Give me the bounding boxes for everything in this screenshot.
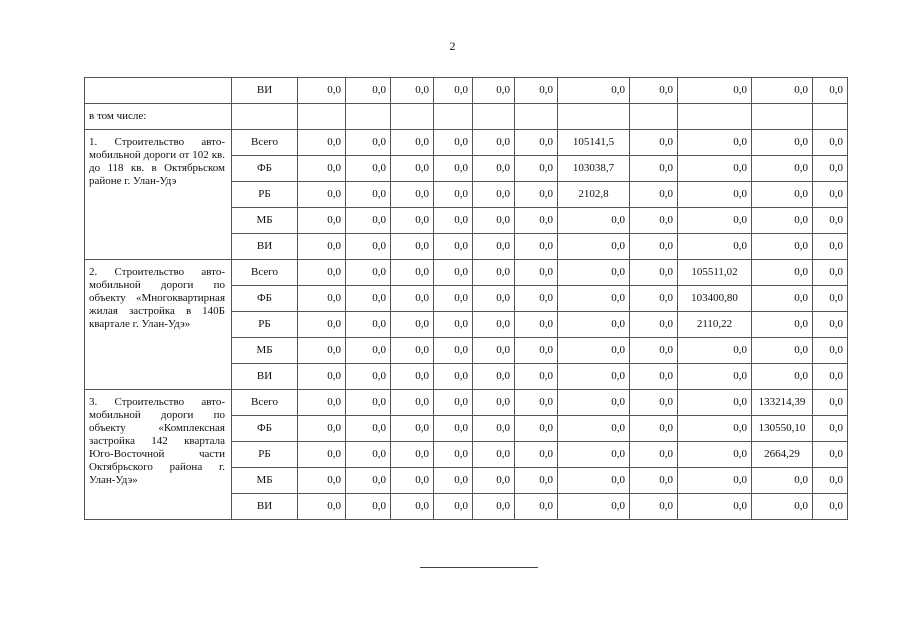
value-cell: 0,0 (813, 130, 848, 156)
value-cell: 0,0 (391, 234, 434, 260)
value-cell: 0,0 (752, 338, 813, 364)
value-cell: 0,0 (558, 208, 630, 234)
value-cell: 0,0 (346, 156, 391, 182)
page-number: 2 (449, 39, 456, 53)
empty-cell (752, 104, 813, 130)
value-cell: 0,0 (473, 78, 515, 104)
value-cell: 0,0 (752, 260, 813, 286)
value-cell: 0,0 (558, 234, 630, 260)
value-cell: 0,0 (473, 234, 515, 260)
value-cell: 0,0 (434, 182, 473, 208)
value-cell: 0,0 (346, 208, 391, 234)
value-cell: 0,0 (678, 234, 752, 260)
funding-source-cell: ФБ (232, 286, 298, 312)
value-cell: 0,0 (630, 208, 678, 234)
value-cell: 0,0 (813, 494, 848, 520)
value-cell: 2102,8 (558, 182, 630, 208)
value-cell: 0,0 (298, 364, 346, 390)
value-cell: 0,0 (298, 78, 346, 104)
empty-cell (434, 104, 473, 130)
value-cell: 0,0 (434, 312, 473, 338)
value-cell: 0,0 (678, 156, 752, 182)
value-cell: 0,0 (434, 390, 473, 416)
value-cell: 0,0 (391, 78, 434, 104)
value-cell: 0,0 (515, 156, 558, 182)
value-cell: 0,0 (630, 260, 678, 286)
project-title-cell: 1. Строительство автомобильной дороги от 102 кв. до 118 кв. в Октябрьском районе г. Улан-Удэ (85, 130, 232, 260)
value-cell: 0,0 (515, 260, 558, 286)
value-cell: 0,0 (346, 416, 391, 442)
value-cell: 0,0 (813, 260, 848, 286)
value-cell: 0,0 (515, 208, 558, 234)
value-cell: 0,0 (752, 286, 813, 312)
value-cell: 0,0 (434, 156, 473, 182)
table-row (85, 130, 848, 156)
budget-table (84, 77, 848, 520)
value-cell: 0,0 (558, 442, 630, 468)
value-cell: 0,0 (630, 182, 678, 208)
value-cell: 0,0 (473, 390, 515, 416)
funding-source-cell: Всего (232, 390, 298, 416)
value-cell: 0,0 (558, 468, 630, 494)
table-row-including (85, 104, 848, 130)
value-cell: 0,0 (678, 182, 752, 208)
value-cell: 0,0 (298, 286, 346, 312)
value-cell: 0,0 (298, 260, 346, 286)
value-cell: 0,0 (813, 78, 848, 104)
value-cell: 0,0 (434, 338, 473, 364)
table-body (85, 78, 848, 520)
value-cell: 0,0 (630, 416, 678, 442)
value-cell: 0,0 (752, 312, 813, 338)
value-cell: 0,0 (298, 338, 346, 364)
value-cell: 0,0 (346, 494, 391, 520)
value-cell: 0,0 (630, 234, 678, 260)
value-cell: 0,0 (515, 234, 558, 260)
value-cell: 0,0 (678, 130, 752, 156)
value-cell: 0,0 (558, 78, 630, 104)
value-cell: 0,0 (298, 416, 346, 442)
including-label: в том числе: (85, 104, 232, 130)
funding-source-cell: МБ (232, 338, 298, 364)
value-cell: 0,0 (515, 390, 558, 416)
value-cell: 0,0 (298, 234, 346, 260)
value-cell: 0,0 (391, 130, 434, 156)
value-cell: 0,0 (515, 182, 558, 208)
value-cell: 0,0 (813, 312, 848, 338)
value-cell: 0,0 (473, 156, 515, 182)
value-cell: 0,0 (298, 442, 346, 468)
value-cell: 0,0 (630, 130, 678, 156)
value-cell: 0,0 (346, 364, 391, 390)
empty-cell (473, 104, 515, 130)
value-cell: 0,0 (346, 260, 391, 286)
value-cell: 0,0 (515, 442, 558, 468)
value-cell: 0,0 (473, 416, 515, 442)
value-cell: 0,0 (813, 156, 848, 182)
value-cell: 0,0 (298, 208, 346, 234)
funding-source-cell: МБ (232, 208, 298, 234)
value-cell: 0,0 (558, 364, 630, 390)
value-cell: 0,0 (678, 338, 752, 364)
value-cell: 0,0 (346, 78, 391, 104)
empty-cell (85, 78, 232, 104)
funding-source-cell: ВИ (232, 364, 298, 390)
value-cell: 0,0 (558, 390, 630, 416)
value-cell: 0,0 (391, 182, 434, 208)
project-title-cell: 2. Строительство автомобильной дороги по объекту «Многоквартирная жилая застройка в 140Б квартале г. Улан-Удэ» (85, 260, 232, 390)
value-cell: 0,0 (391, 260, 434, 286)
value-cell: 0,0 (558, 494, 630, 520)
value-cell: 0,0 (630, 286, 678, 312)
value-cell: 133214,39 (752, 390, 813, 416)
value-cell: 0,0 (298, 468, 346, 494)
value-cell: 0,0 (678, 468, 752, 494)
value-cell: 0,0 (391, 364, 434, 390)
value-cell: 0,0 (434, 130, 473, 156)
value-cell: 0,0 (752, 234, 813, 260)
value-cell: 0,0 (298, 312, 346, 338)
value-cell: 0,0 (346, 234, 391, 260)
value-cell: 0,0 (558, 338, 630, 364)
value-cell: 0,0 (752, 130, 813, 156)
value-cell: 0,0 (630, 494, 678, 520)
value-cell: 0,0 (391, 286, 434, 312)
footer-rule (420, 567, 538, 568)
value-cell: 0,0 (678, 364, 752, 390)
value-cell: 0,0 (752, 156, 813, 182)
value-cell: 0,0 (515, 338, 558, 364)
value-cell: 0,0 (391, 416, 434, 442)
empty-cell (515, 104, 558, 130)
empty-cell (232, 104, 298, 130)
value-cell: 0,0 (678, 390, 752, 416)
value-cell: 0,0 (558, 260, 630, 286)
table-row (85, 390, 848, 416)
value-cell: 0,0 (678, 494, 752, 520)
value-cell: 0,0 (678, 78, 752, 104)
value-cell: 105511,02 (678, 260, 752, 286)
value-cell: 0,0 (752, 468, 813, 494)
value-cell: 0,0 (813, 364, 848, 390)
value-cell: 0,0 (346, 286, 391, 312)
funding-source-cell: ФБ (232, 416, 298, 442)
value-cell: 0,0 (434, 494, 473, 520)
value-cell: 0,0 (558, 286, 630, 312)
value-cell: 0,0 (346, 390, 391, 416)
value-cell: 0,0 (434, 416, 473, 442)
empty-cell (813, 104, 848, 130)
value-cell: 0,0 (813, 416, 848, 442)
value-cell: 2110,22 (678, 312, 752, 338)
value-cell: 0,0 (391, 494, 434, 520)
value-cell: 0,0 (473, 260, 515, 286)
value-cell: 0,0 (298, 494, 346, 520)
value-cell: 0,0 (391, 390, 434, 416)
value-cell: 0,0 (630, 312, 678, 338)
value-cell: 0,0 (515, 364, 558, 390)
value-cell: 0,0 (473, 208, 515, 234)
value-cell: 0,0 (752, 494, 813, 520)
value-cell: 0,0 (473, 468, 515, 494)
value-cell: 0,0 (630, 442, 678, 468)
funding-source-cell: ВИ (232, 234, 298, 260)
funding-source-cell: РБ (232, 182, 298, 208)
value-cell: 0,0 (298, 156, 346, 182)
value-cell: 0,0 (473, 286, 515, 312)
value-cell: 0,0 (346, 468, 391, 494)
empty-cell (298, 104, 346, 130)
funding-source-cell: РБ (232, 312, 298, 338)
value-cell: 0,0 (515, 416, 558, 442)
value-cell: 0,0 (391, 338, 434, 364)
value-cell: 0,0 (434, 468, 473, 494)
funding-source-cell: Всего (232, 130, 298, 156)
value-cell: 0,0 (346, 130, 391, 156)
value-cell: 0,0 (630, 364, 678, 390)
value-cell: 0,0 (752, 364, 813, 390)
table-row (85, 260, 848, 286)
empty-cell (391, 104, 434, 130)
value-cell: 0,0 (473, 494, 515, 520)
value-cell: 105141,5 (558, 130, 630, 156)
value-cell: 0,0 (391, 442, 434, 468)
value-cell: 0,0 (434, 364, 473, 390)
value-cell: 0,0 (813, 182, 848, 208)
value-cell: 0,0 (752, 208, 813, 234)
value-cell: 0,0 (434, 260, 473, 286)
value-cell: 0,0 (346, 442, 391, 468)
value-cell: 0,0 (298, 182, 346, 208)
value-cell: 0,0 (813, 338, 848, 364)
value-cell: 0,0 (515, 312, 558, 338)
value-cell: 0,0 (473, 130, 515, 156)
project-title-cell: 3. Строительство автомобильной дороги по объекту «Комплексная застройка 142 квартала Юго-Восточной части Октябрьского района г. Улан-Удэ» (85, 390, 232, 520)
value-cell: 0,0 (813, 468, 848, 494)
value-cell: 0,0 (813, 390, 848, 416)
value-cell: 0,0 (346, 312, 391, 338)
value-cell: 0,0 (678, 442, 752, 468)
value-cell: 0,0 (813, 234, 848, 260)
value-cell: 0,0 (391, 312, 434, 338)
funding-source-cell: ВИ (232, 494, 298, 520)
value-cell: 0,0 (391, 468, 434, 494)
value-cell: 0,0 (558, 312, 630, 338)
value-cell: 0,0 (391, 156, 434, 182)
value-cell: 0,0 (515, 130, 558, 156)
value-cell: 0,0 (434, 286, 473, 312)
value-cell: 0,0 (473, 338, 515, 364)
value-cell: 0,0 (473, 182, 515, 208)
value-cell: 0,0 (630, 390, 678, 416)
table-row (85, 78, 848, 104)
funding-source-cell: ВИ (232, 78, 298, 104)
value-cell: 103038,7 (558, 156, 630, 182)
value-cell: 0,0 (630, 468, 678, 494)
value-cell: 0,0 (298, 130, 346, 156)
value-cell: 0,0 (346, 338, 391, 364)
value-cell: 0,0 (473, 442, 515, 468)
empty-cell (558, 104, 630, 130)
value-cell: 2664,29 (752, 442, 813, 468)
value-cell: 130550,10 (752, 416, 813, 442)
value-cell: 0,0 (434, 442, 473, 468)
value-cell: 0,0 (813, 208, 848, 234)
value-cell: 0,0 (630, 156, 678, 182)
value-cell: 0,0 (752, 182, 813, 208)
value-cell: 0,0 (752, 78, 813, 104)
value-cell: 0,0 (558, 416, 630, 442)
funding-source-cell: ФБ (232, 156, 298, 182)
empty-cell (346, 104, 391, 130)
empty-cell (678, 104, 752, 130)
funding-source-cell: РБ (232, 442, 298, 468)
value-cell: 0,0 (515, 78, 558, 104)
value-cell: 103400,80 (678, 286, 752, 312)
empty-cell (630, 104, 678, 130)
value-cell: 0,0 (515, 286, 558, 312)
value-cell: 0,0 (434, 234, 473, 260)
value-cell: 0,0 (515, 494, 558, 520)
value-cell: 0,0 (813, 286, 848, 312)
value-cell: 0,0 (473, 312, 515, 338)
value-cell: 0,0 (813, 442, 848, 468)
value-cell: 0,0 (346, 182, 391, 208)
funding-source-cell: Всего (232, 260, 298, 286)
value-cell: 0,0 (434, 208, 473, 234)
value-cell: 0,0 (473, 364, 515, 390)
value-cell: 0,0 (678, 416, 752, 442)
value-cell: 0,0 (434, 78, 473, 104)
funding-source-cell: МБ (232, 468, 298, 494)
value-cell: 0,0 (298, 390, 346, 416)
value-cell: 0,0 (678, 208, 752, 234)
value-cell: 0,0 (515, 468, 558, 494)
value-cell: 0,0 (630, 338, 678, 364)
value-cell: 0,0 (391, 208, 434, 234)
value-cell: 0,0 (630, 78, 678, 104)
